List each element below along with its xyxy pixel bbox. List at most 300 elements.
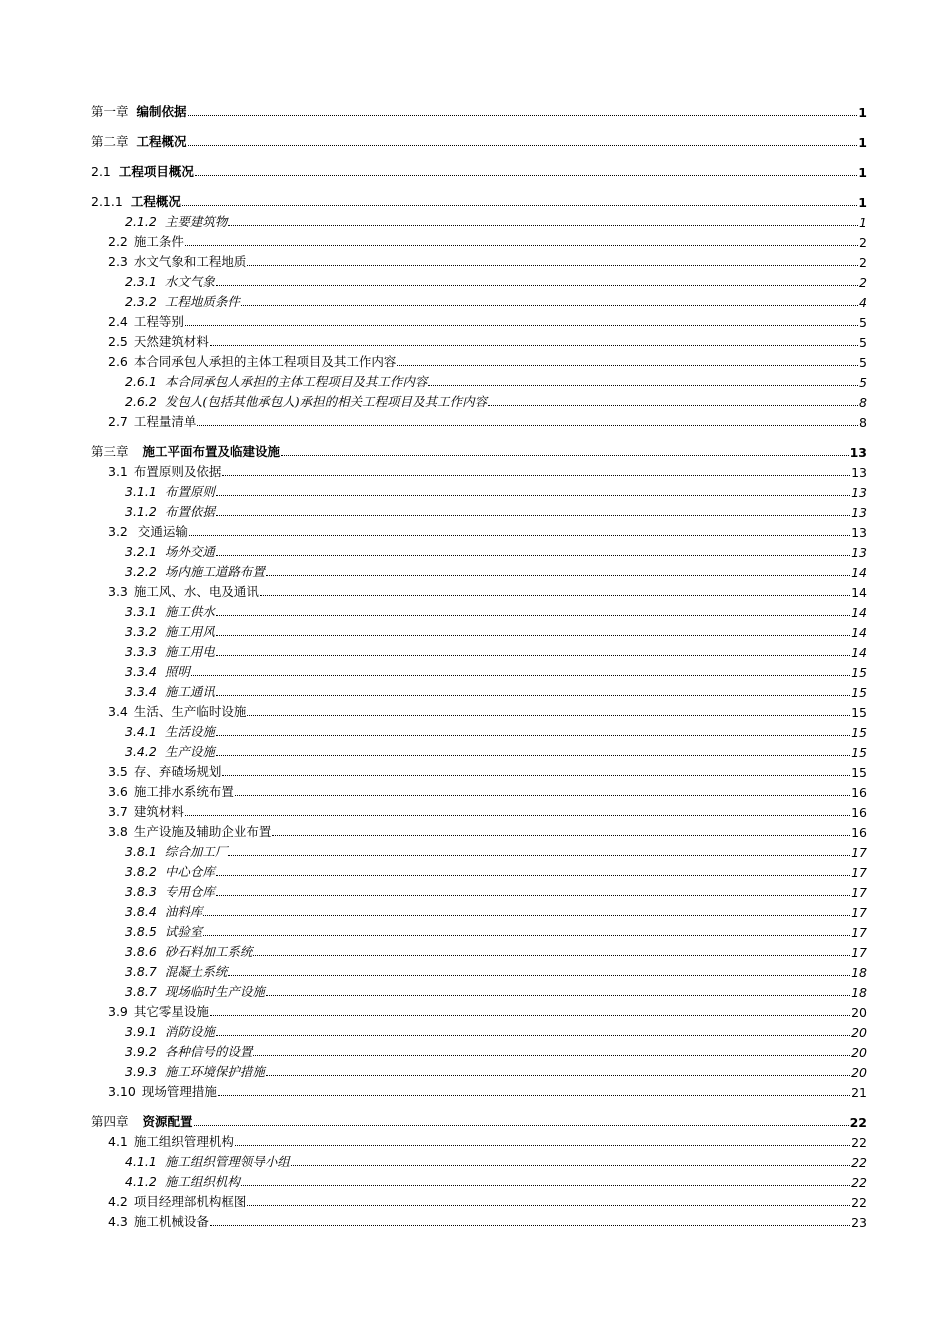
toc-entry[interactable] (91, 680, 867, 700)
dot-leader (266, 574, 850, 576)
dot-leader (185, 324, 858, 326)
toc-entry-number: 第四章 (91, 1114, 129, 1129)
toc-entry-title: 施工供水 (164, 604, 215, 619)
toc-entry-number: 2.6.2 (125, 394, 157, 409)
dot-leader (189, 534, 850, 536)
dot-leader (216, 894, 850, 896)
toc-entry-label (91, 192, 181, 210)
toc-entry-title: 资源配置 (142, 1114, 193, 1129)
toc-entry-number: 3.8 (108, 824, 128, 839)
toc-entry-page: 5 (859, 315, 867, 330)
toc-entry-title: 水文气象 (164, 274, 215, 289)
dot-leader (253, 954, 850, 956)
toc-entry-label (108, 582, 259, 600)
toc-entry-page: 15 (851, 705, 867, 720)
toc-entry-label (108, 782, 234, 800)
toc-entry-title: 布置原则及依据 (133, 464, 222, 479)
toc-entry-number: 3.9.3 (125, 1064, 157, 1079)
toc-entry-label (91, 132, 187, 150)
toc-entry-title: 存、弃碴场规划 (133, 764, 222, 779)
toc-entry-number: 3.9 (108, 1004, 128, 1019)
toc-entry-title: 生产设施 (164, 744, 215, 759)
toc-entry-label (108, 1192, 246, 1210)
toc-entry-number: 3.8.5 (125, 924, 157, 939)
toc-entry[interactable] (91, 1150, 867, 1170)
toc-entry-label (125, 1152, 290, 1170)
dot-leader (216, 614, 850, 616)
toc-entry[interactable] (91, 410, 867, 430)
dot-leader (228, 854, 850, 856)
toc-entry-label (108, 1132, 234, 1150)
toc-entry-number: 3.8.7 (125, 984, 157, 999)
toc-entry[interactable] (91, 1130, 867, 1150)
toc-entry-number: 3.10 (108, 1084, 136, 1099)
toc-entry-number: 4.3 (108, 1214, 128, 1229)
dot-leader (188, 144, 858, 146)
toc-entry-number: 3.3.4 (125, 684, 157, 699)
toc-entry-label (125, 502, 215, 520)
toc-entry-number: 2.7 (108, 414, 128, 429)
toc-entry[interactable] (91, 940, 867, 960)
toc-entry[interactable] (91, 780, 867, 800)
toc-entry-label (125, 1172, 240, 1190)
toc-entry-number: 2.2 (108, 234, 128, 249)
toc-entry-page: 13 (851, 545, 867, 560)
dot-leader (235, 794, 850, 796)
toc-entry[interactable] (91, 740, 867, 760)
dot-leader (216, 654, 850, 656)
toc-entry-title: 布置原则 (164, 484, 215, 499)
toc-entry-label (125, 562, 265, 580)
toc-entry-page: 2 (859, 235, 867, 250)
dot-leader (197, 424, 858, 426)
dot-leader (247, 714, 850, 716)
toc-entry-page: 13 (851, 485, 867, 500)
toc-entry[interactable] (91, 980, 867, 1000)
toc-entry-title: 砂石料加工系统 (164, 944, 253, 959)
toc-entry-page: 20 (851, 1045, 867, 1060)
toc-entry-number: 3.3.1 (125, 604, 157, 619)
toc-entry-number: 2.3.1 (125, 274, 157, 289)
toc-entry[interactable] (91, 580, 867, 600)
toc-entry-page: 5 (859, 335, 867, 350)
toc-entry-label (108, 822, 271, 840)
toc-entry-number: 4.1 (108, 1134, 128, 1149)
toc-entry-page: 20 (851, 1025, 867, 1040)
toc-entry-title: 主要建筑物 (164, 214, 228, 229)
toc-entry[interactable] (91, 960, 867, 980)
toc-entry-page: 15 (851, 765, 867, 780)
toc-entry[interactable] (91, 1060, 867, 1080)
dot-leader (203, 934, 850, 936)
toc-entry-number: 3.6 (108, 784, 128, 799)
toc-entry-title: 其它零星设施 (133, 1004, 209, 1019)
toc-entry-title: 施工机械设备 (133, 1214, 209, 1229)
toc-entry-number: 3.8.4 (125, 904, 157, 919)
toc-entry-number: 3.8.2 (125, 864, 157, 879)
toc-entry[interactable] (91, 150, 867, 180)
toc-entry-page: 22 (849, 1115, 867, 1130)
toc-entry-page: 18 (851, 965, 867, 980)
toc-entry-title: 项目经理部机构框图 (133, 1194, 247, 1209)
toc-entry[interactable] (91, 920, 867, 940)
toc-entry[interactable] (91, 700, 867, 720)
toc-entry[interactable] (91, 820, 867, 840)
dot-leader (216, 494, 850, 496)
toc-entry-page: 8 (859, 415, 867, 430)
toc-entry-number: 3.8.1 (125, 844, 157, 859)
toc-entry-title: 工程概况 (130, 194, 181, 209)
toc-entry-title: 水文气象和工程地质 (133, 254, 247, 269)
toc-entry-title: 照明 (164, 664, 190, 679)
toc-entry-title: 工程量清单 (133, 414, 197, 429)
toc-entry-title: 编制依据 (136, 104, 187, 119)
dot-leader (216, 734, 850, 736)
toc-entry-title: 施工用电 (164, 644, 215, 659)
toc-entry-label (108, 762, 221, 780)
toc-entry[interactable] (91, 1080, 867, 1100)
dot-leader (266, 994, 850, 996)
toc-entry-number: 3.9.1 (125, 1024, 157, 1039)
toc-entry-page: 1 (858, 165, 867, 180)
toc-entry[interactable] (91, 1040, 867, 1060)
toc-entry-number: 2.1 (91, 164, 111, 179)
toc-entry-title: 施工环境保护措施 (164, 1064, 265, 1079)
toc-entry[interactable] (91, 210, 867, 230)
toc-entry-number: 3.5 (108, 764, 128, 779)
toc-entry-number: 2.6 (108, 354, 128, 369)
toc-entry-number: 2.1.1 (91, 194, 123, 209)
dot-leader (191, 674, 850, 676)
toc-entry-label (108, 802, 184, 820)
toc-entry-label (125, 212, 227, 230)
toc-entry[interactable] (91, 270, 867, 290)
toc-entry-number: 2.4 (108, 314, 128, 329)
dot-leader (194, 1124, 849, 1126)
toc-entry-label (125, 862, 215, 880)
toc-entry-label (125, 272, 215, 290)
toc-entry-page: 2 (859, 255, 867, 270)
toc-entry-page: 1 (858, 105, 867, 120)
toc-entry-title: 工程等别 (133, 314, 184, 329)
toc-entry-number: 第一章 (91, 104, 129, 119)
toc-entry-label (108, 232, 184, 250)
dot-leader (216, 754, 850, 756)
toc-entry-title: 施工通讯 (164, 684, 215, 699)
toc-entry-number: 4.1.2 (125, 1174, 157, 1189)
toc-entry[interactable] (91, 350, 867, 370)
toc-entry-number: 3.3.3 (125, 644, 157, 659)
toc-entry-number: 3.2 (108, 524, 128, 539)
dot-leader (185, 244, 858, 246)
toc-entry[interactable] (91, 1190, 867, 1210)
toc-entry-number: 3.4.2 (125, 744, 157, 759)
toc-entry-label (125, 742, 215, 760)
toc-entry-title: 各种信号的设置 (164, 1044, 253, 1059)
toc-entry-page: 16 (851, 785, 867, 800)
toc-entry-number: 3.4 (108, 704, 128, 719)
toc-entry[interactable] (91, 330, 867, 350)
dot-leader (216, 284, 858, 286)
toc-entry-title: 施工用风 (164, 624, 215, 639)
toc-entry-number: 4.1.1 (125, 1154, 157, 1169)
toc-entry-title: 现场管理措施 (141, 1084, 217, 1099)
dot-leader (216, 694, 850, 696)
dot-leader (195, 174, 857, 176)
toc-entry-title: 发包人(包括其他承包人)承担的相关工程项目及其工作内容 (164, 394, 488, 409)
toc-entry-label (125, 1022, 215, 1040)
toc-entry-title: 本合同承包人承担的主体工程项目及其工作内容 (164, 374, 428, 389)
toc-entry-title: 工程项目概况 (118, 164, 194, 179)
toc-entry-label (108, 702, 246, 720)
toc-entry-label (125, 982, 265, 1000)
dot-leader (216, 874, 850, 876)
toc-entry-title: 工程地质条件 (164, 294, 240, 309)
toc-entry-page: 17 (851, 885, 867, 900)
dot-leader (210, 344, 858, 346)
toc-entry-label (108, 332, 209, 350)
toc-entry[interactable] (91, 620, 867, 640)
dot-leader (228, 974, 850, 976)
toc-entry-page: 15 (851, 665, 867, 680)
toc-entry[interactable] (91, 660, 867, 680)
toc-entry-title: 天然建筑材料 (133, 334, 209, 349)
toc-entry-page: 20 (851, 1065, 867, 1080)
toc-entry-page: 8 (859, 395, 867, 410)
dot-leader (260, 594, 850, 596)
toc-entry[interactable] (91, 1100, 867, 1130)
toc-entry-title: 消防设施 (164, 1024, 215, 1039)
toc-entry-label (108, 412, 196, 430)
toc-entry-title: 工程概况 (136, 134, 187, 149)
toc-entry[interactable] (91, 600, 867, 620)
toc-entry-page: 1 (858, 195, 867, 210)
dot-leader (428, 384, 858, 386)
table-of-contents (91, 90, 867, 1230)
toc-entry-number: 2.3.2 (125, 294, 157, 309)
toc-entry-page: 22 (851, 1155, 867, 1170)
toc-entry-page: 13 (851, 505, 867, 520)
toc-entry-label (125, 372, 427, 390)
toc-entry-title: 现场临时生产设施 (164, 984, 265, 999)
toc-entry-title: 专用仓库 (164, 884, 215, 899)
toc-entry-page: 5 (859, 355, 867, 370)
toc-entry[interactable] (91, 760, 867, 780)
toc-entry-title: 中心仓库 (164, 864, 215, 879)
toc-entry[interactable] (91, 500, 867, 520)
toc-entry[interactable] (91, 800, 867, 820)
toc-entry-page: 22 (851, 1195, 867, 1210)
toc-entry[interactable] (91, 640, 867, 660)
toc-entry-page: 14 (851, 625, 867, 640)
toc-entry[interactable] (91, 310, 867, 330)
toc-entry-page: 14 (851, 565, 867, 580)
dot-leader (222, 774, 850, 776)
toc-entry-number: 3.8.3 (125, 884, 157, 899)
toc-entry-page: 14 (851, 605, 867, 620)
toc-entry-title: 混凝土系统 (164, 964, 228, 979)
toc-entry-number: 第三章 (91, 444, 129, 459)
toc-entry[interactable] (91, 560, 867, 580)
toc-entry-page: 13 (849, 445, 867, 460)
toc-entry[interactable] (91, 860, 867, 880)
toc-entry-page: 13 (851, 465, 867, 480)
toc-entry-number: 第二章 (91, 134, 129, 149)
toc-entry[interactable] (91, 1020, 867, 1040)
toc-entry-label (108, 352, 396, 370)
toc-entry-page: 2 (859, 275, 867, 290)
toc-entry-title: 生产设施及辅助企业布置 (133, 824, 272, 839)
toc-entry[interactable] (91, 290, 867, 310)
toc-entry[interactable] (91, 90, 867, 120)
toc-entry-title: 施工风、水、电及通讯 (133, 584, 259, 599)
toc-entry-number: 3.3.4 (125, 664, 157, 679)
toc-entry[interactable] (91, 230, 867, 250)
toc-entry-label (91, 162, 194, 180)
toc-entry[interactable] (91, 120, 867, 150)
toc-entry-page: 15 (851, 725, 867, 740)
toc-entry[interactable] (91, 520, 867, 540)
toc-entry-label (125, 902, 202, 920)
toc-entry-number: 3.3.2 (125, 624, 157, 639)
toc-entry-label (125, 642, 215, 660)
toc-entry-title: 布置依据 (164, 504, 215, 519)
toc-entry-number: 3.2.1 (125, 544, 157, 559)
toc-entry-number: 3.1.1 (125, 484, 157, 499)
toc-entry-number: 2.3 (108, 254, 128, 269)
dot-leader (235, 1144, 850, 1146)
toc-entry-page: 22 (851, 1175, 867, 1190)
toc-entry[interactable] (91, 720, 867, 740)
toc-entry-title: 生活设施 (164, 724, 215, 739)
dot-leader (272, 834, 850, 836)
toc-entry-page: 16 (851, 825, 867, 840)
toc-entry-page: 15 (851, 745, 867, 760)
toc-entry-page: 22 (851, 1135, 867, 1150)
toc-entry-page: 13 (851, 525, 867, 540)
toc-entry[interactable] (91, 390, 867, 410)
toc-entry-label (125, 482, 215, 500)
dot-leader (216, 634, 850, 636)
toc-entry-label (91, 1112, 193, 1130)
toc-entry-page: 17 (851, 905, 867, 920)
dot-leader (210, 1224, 850, 1226)
toc-entry-label (125, 942, 252, 960)
dot-leader (247, 1204, 850, 1206)
toc-entry-page: 14 (851, 585, 867, 600)
toc-entry-title: 本合同承包人承担的主体工程项目及其工作内容 (133, 354, 397, 369)
dot-leader (216, 514, 850, 516)
toc-entry-number: 2.6.1 (125, 374, 157, 389)
toc-entry-page: 21 (851, 1085, 867, 1100)
dot-leader (203, 914, 850, 916)
toc-entry[interactable] (91, 1000, 867, 1020)
toc-entry-label (108, 252, 246, 270)
toc-entry[interactable] (91, 460, 867, 480)
toc-entry-number: 3.4.1 (125, 724, 157, 739)
toc-entry-label (125, 622, 215, 640)
toc-entry-label (108, 1082, 217, 1100)
toc-entry-title: 场外交通 (164, 544, 215, 559)
toc-entry-title: 交通运输 (133, 524, 188, 539)
toc-entry-page: 16 (851, 805, 867, 820)
toc-entry[interactable] (91, 900, 867, 920)
toc-entry-label (125, 602, 215, 620)
toc-entry-title: 施工组织机构 (164, 1174, 240, 1189)
toc-entry-page: 4 (859, 295, 867, 310)
toc-entry-label (108, 1002, 209, 1020)
toc-entry[interactable] (91, 370, 867, 390)
dot-leader (216, 554, 850, 556)
dot-leader (228, 224, 858, 226)
toc-entry-page: 14 (851, 645, 867, 660)
toc-entry-page: 15 (851, 685, 867, 700)
toc-entry-title: 试验室 (164, 924, 203, 939)
toc-entry-label (91, 442, 280, 460)
toc-entry-number: 3.1.2 (125, 504, 157, 519)
dot-leader (266, 1074, 850, 1076)
toc-entry-label (125, 722, 215, 740)
toc-entry-title: 生活、生产临时设施 (133, 704, 247, 719)
dot-leader (247, 264, 858, 266)
dot-leader (216, 1034, 850, 1036)
toc-entry-page: 17 (851, 845, 867, 860)
toc-entry-label (108, 462, 221, 480)
toc-entry-title: 建筑材料 (133, 804, 184, 819)
toc-entry-page: 1 (859, 215, 867, 230)
dot-leader (281, 454, 849, 456)
toc-entry[interactable] (91, 480, 867, 500)
dot-leader (397, 364, 858, 366)
toc-entry[interactable] (91, 250, 867, 270)
toc-entry-label (125, 1062, 265, 1080)
toc-entry-label (108, 1212, 209, 1230)
toc-entry-label (125, 842, 227, 860)
toc-entry-page: 18 (851, 985, 867, 1000)
toc-entry[interactable] (91, 1210, 867, 1230)
toc-entry-label (125, 882, 215, 900)
toc-entry-number: 4.2 (108, 1194, 128, 1209)
toc-entry-title: 施工组织管理领导小组 (164, 1154, 290, 1169)
toc-entry[interactable] (91, 840, 867, 860)
dot-leader (185, 814, 850, 816)
toc-entry[interactable] (91, 1170, 867, 1190)
toc-entry-label (125, 542, 215, 560)
dot-leader (210, 1014, 850, 1016)
toc-entry[interactable] (91, 430, 867, 460)
toc-entry-title: 综合加工厂 (164, 844, 228, 859)
toc-entry-label (125, 292, 240, 310)
toc-entry[interactable] (91, 880, 867, 900)
toc-entry-page: 17 (851, 865, 867, 880)
dot-leader (188, 114, 858, 116)
toc-entry-page: 17 (851, 925, 867, 940)
toc-entry-title: 施工条件 (133, 234, 184, 249)
toc-entry-label (125, 392, 487, 410)
toc-entry-page: 1 (858, 135, 867, 150)
toc-entry-page: 17 (851, 945, 867, 960)
toc-entry-number: 3.3 (108, 584, 128, 599)
toc-entry-label (125, 682, 215, 700)
toc-entry-number: 3.1 (108, 464, 128, 479)
toc-entry[interactable] (91, 540, 867, 560)
dot-leader (291, 1164, 850, 1166)
dot-leader (241, 1184, 850, 1186)
toc-entry-number: 2.1.2 (125, 214, 157, 229)
toc-entry-title: 施工组织管理机构 (133, 1134, 234, 1149)
toc-entry-title: 场内施工道路布置 (164, 564, 265, 579)
toc-entry[interactable] (91, 180, 867, 210)
